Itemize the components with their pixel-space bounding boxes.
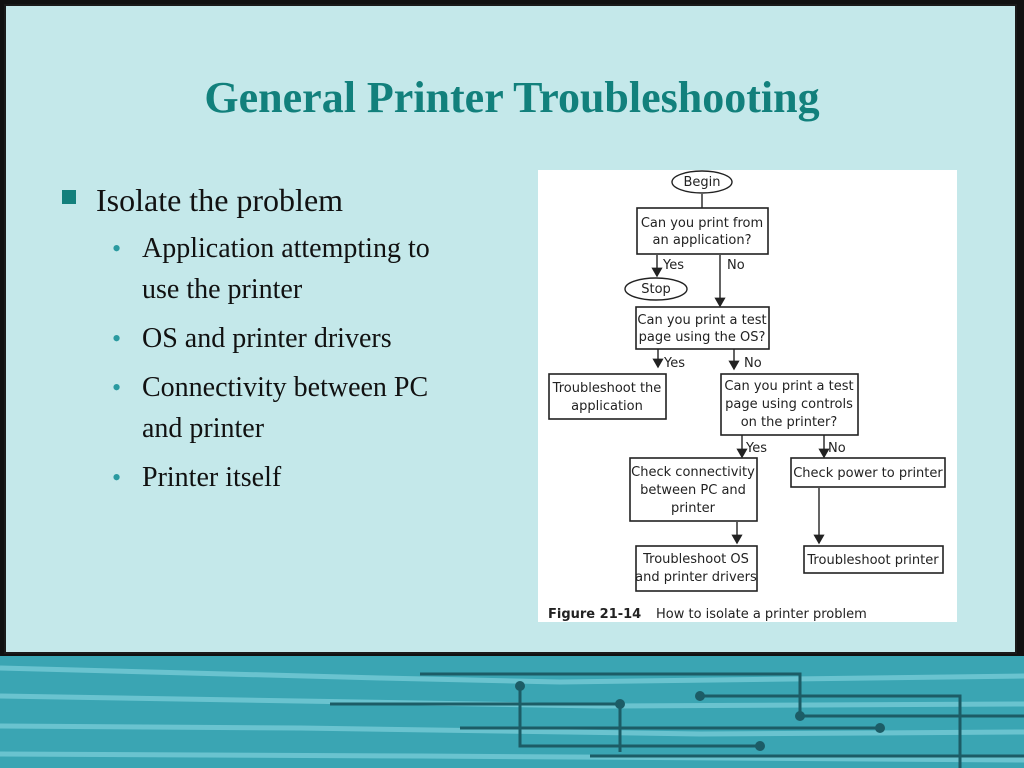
figure-caption-text: How to isolate a printer problem <box>656 607 867 622</box>
bullet-main-text: Isolate the problem <box>96 182 344 218</box>
question-text: Can you print a test <box>724 379 854 394</box>
square-bullet-icon <box>62 190 76 204</box>
sub-bullet-application <box>62 228 512 310</box>
sub-bullet-text: OS and printer drivers <box>142 323 392 354</box>
box-text: between PC and <box>640 483 746 498</box>
circuit-pattern-graphic <box>0 656 1024 768</box>
sub-bullet-text: Application attempting to <box>142 233 430 264</box>
dot-bullet-icon: • <box>112 373 122 402</box>
sub-bullet-printer <box>62 457 512 498</box>
bullet-list <box>62 180 512 498</box>
question-text: an application? <box>652 233 752 248</box>
question-text: Can you print from <box>640 216 764 231</box>
yes-label: Yes <box>663 258 684 273</box>
box-text: Check power to printer <box>793 466 943 481</box>
question-text: Can you print a test <box>637 313 767 328</box>
slide-title: General Printer Troubleshooting <box>204 73 820 122</box>
no-label: No <box>828 441 846 456</box>
dot-bullet-icon: • <box>112 463 122 492</box>
yes-label: Yes <box>746 441 767 456</box>
circuit-decoration <box>0 656 1024 768</box>
sub-bullet-text: Connectivity between PC <box>142 372 429 403</box>
yes-label: Yes <box>664 356 685 371</box>
box-text: Troubleshoot printer <box>807 553 939 568</box>
sub-bullet-text: use the printer <box>142 274 303 305</box>
sub-bullet-connectivity <box>62 367 512 449</box>
dot-bullet-icon: • <box>112 234 122 263</box>
question-text: on the printer? <box>740 415 838 430</box>
box-text: printer <box>671 501 715 516</box>
no-label: No <box>727 258 745 273</box>
sub-bullet-os <box>62 318 512 359</box>
flowchart-figure <box>538 170 957 622</box>
begin-label: Begin <box>683 175 721 190</box>
box-text: Check connectivity <box>631 465 755 480</box>
figure-caption-label: Figure 21-14 <box>548 607 642 622</box>
question-text: page using the OS? <box>638 330 766 345</box>
box-text: and printer drivers <box>635 570 757 585</box>
box-text: application <box>571 399 643 414</box>
box-text: Troubleshoot the <box>552 381 662 396</box>
sub-bullet-text: Printer itself <box>142 462 282 493</box>
dot-bullet-icon: • <box>112 324 122 353</box>
stop-label: Stop <box>641 282 671 297</box>
no-label: No <box>744 356 762 371</box>
bullet-isolate <box>62 180 512 220</box>
box-text: Troubleshoot OS <box>643 552 749 567</box>
sub-bullet-text: and printer <box>142 413 265 444</box>
question-text: page using controls <box>725 397 853 412</box>
